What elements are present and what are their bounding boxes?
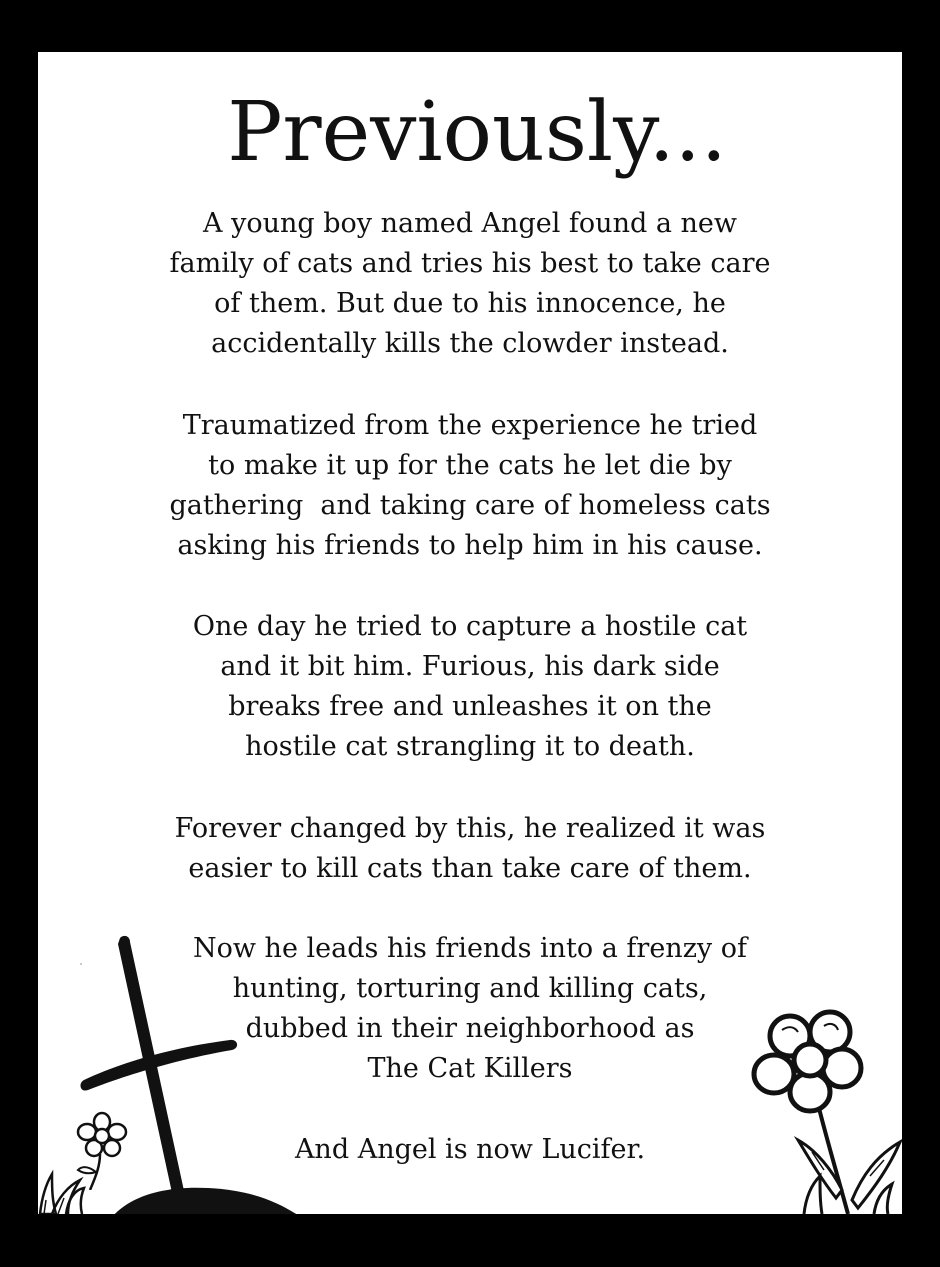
speck-decoration <box>78 952 108 972</box>
text-line: One day he tried to capture a hostile cat <box>192 611 748 642</box>
text-line: The Cat Killers <box>367 1053 573 1084</box>
text-line: A young boy named Angel found a new <box>203 208 737 239</box>
text-line: asking his friends to help him in his cause. <box>177 530 763 561</box>
text-line: hunting, torturing and killing cats, <box>232 973 708 1004</box>
text-line: to make it up for the cats he let die by <box>208 450 732 481</box>
flower-icon <box>724 1000 902 1214</box>
text-line: Now he leads his friends into a frenzy of <box>192 933 747 964</box>
text-line: of them. But due to his innocence, he <box>214 288 726 319</box>
story-page <box>38 52 902 1214</box>
text-line: and it bit him. Furious, his dark side <box>220 651 720 682</box>
text-line: gathering and taking care of homeless cats <box>169 490 771 521</box>
story-paragraph-3 <box>38 607 902 767</box>
text-line: family of cats and tries his best to take care <box>169 248 771 279</box>
text-line: Traumatized from the experience he tried <box>182 410 758 441</box>
flower-icon <box>72 1110 132 1190</box>
text-line: dubbed in their neighborhood as <box>245 1013 695 1044</box>
text-line: And Angel is now Lucifer. <box>294 1134 646 1165</box>
story-paragraph-1 <box>38 204 902 364</box>
page-title: Previously... <box>227 85 727 180</box>
story-paragraph-4 <box>38 809 902 889</box>
text-line: hostile cat strangling it to death. <box>245 731 695 762</box>
text-line: Forever changed by this, he realized it was <box>174 813 766 844</box>
text-line: breaks free and unleashes it on the <box>228 691 712 722</box>
text-line: easier to kill cats than take care of them. <box>188 853 752 884</box>
story-paragraph-2 <box>38 406 902 566</box>
text-line: accidentally kills the clowder instead. <box>211 328 729 359</box>
